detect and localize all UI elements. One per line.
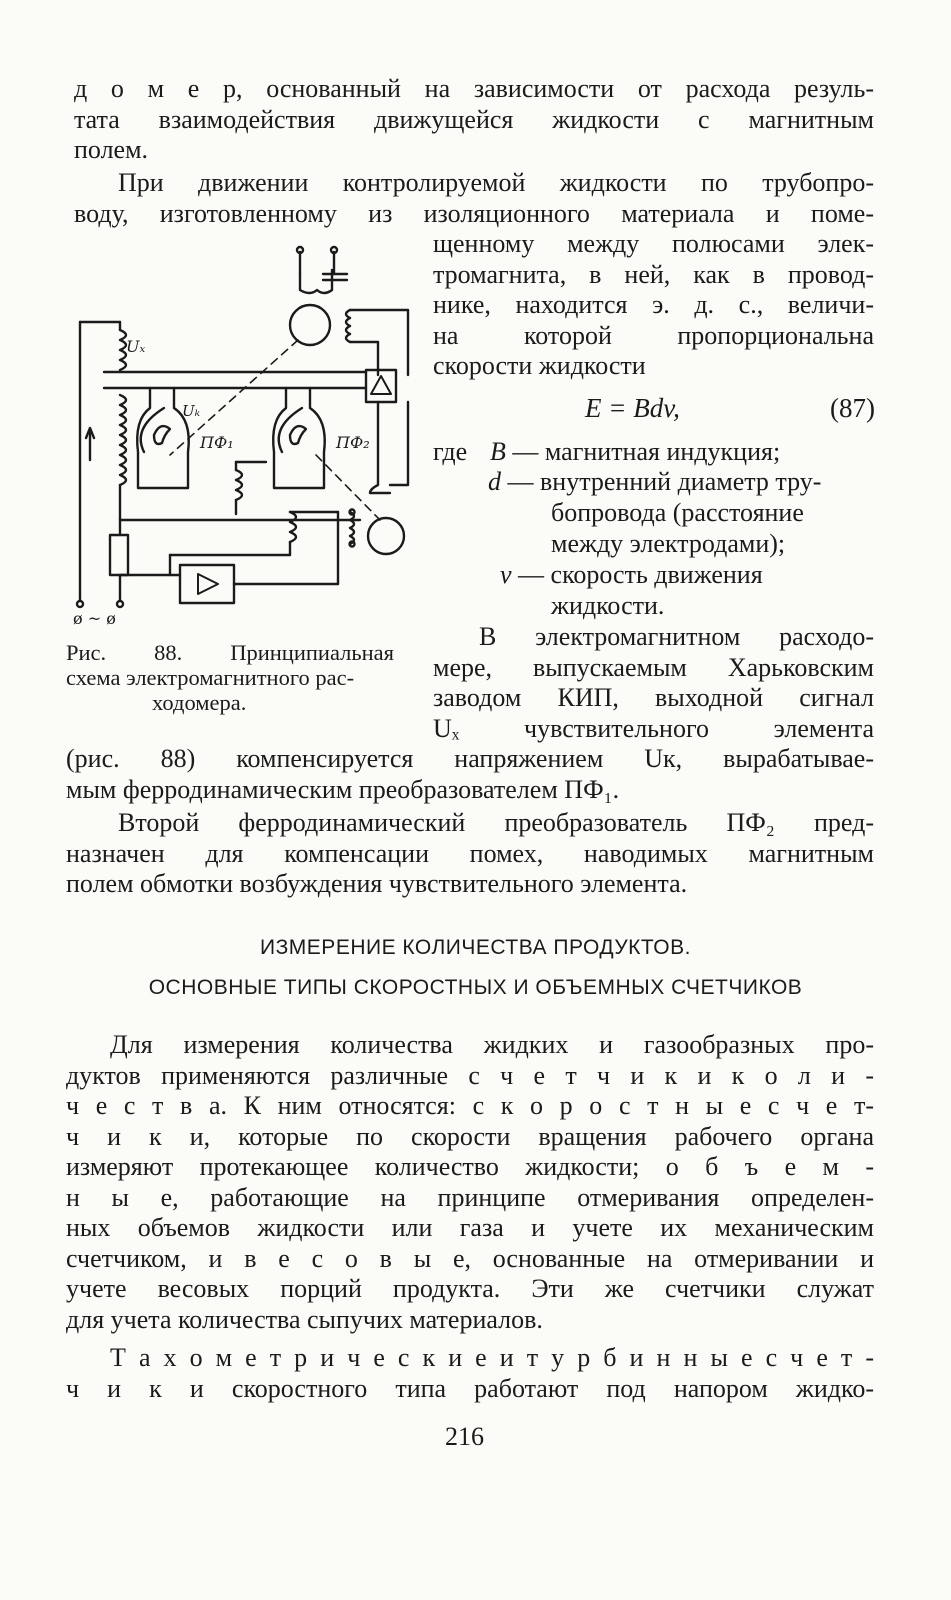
legend-text: между электродами); — [551, 528, 786, 558]
mechanical-link-2 — [316, 455, 380, 520]
equation-legend — [433, 437, 467, 468]
text-line: полем обмотки возбуждения чувствительного элемента. — [66, 869, 688, 898]
text-line: н ы е, работающие на принципе отмеривания определен- — [66, 1182, 874, 1212]
text-line: мым ферродинамическим преобразователем ПФ₁. — [66, 774, 620, 804]
text-line: В электромагнитном расходо- — [479, 622, 874, 651]
equation-number: (87) — [830, 393, 875, 423]
caption-line: схема электромагнитного рас- — [66, 665, 355, 690]
text-line: Uₓ чувствительного элемента — [433, 713, 874, 743]
text-line: ч и к и, которые по скорости вращения рабочего органа — [66, 1121, 874, 1151]
text-line: на которой пропорциональна — [433, 320, 874, 350]
text-line: воду, изготовленному из изоляционного материала и поме- — [74, 198, 874, 228]
legend-text: жидкости. — [551, 591, 665, 620]
text-line: для учета количества сыпучих материалов. — [66, 1304, 543, 1334]
flowmeter-circuit-diagram — [60, 230, 420, 630]
paragraph-tachometric — [66, 1343, 874, 1404]
caption-line: ходомера. — [152, 690, 247, 715]
section-heading-line1: ИЗМЕРЕНИЕ КОЛИЧЕСТВА ПРОДУКТОВ. — [260, 936, 691, 959]
text-line: щенному между полюсами элек- — [433, 229, 874, 258]
coil-left-lower — [120, 395, 126, 485]
section-heading-line2: ОСНОВНЫЕ ТИПЫ СКОРОСТНЫХ И ОБЪЕМНЫХ СЧЕТЧИКОВ — [148, 976, 803, 999]
legend-item-d-cont — [551, 498, 804, 559]
paragraph-flow-intro — [74, 168, 874, 229]
text-line: Для измерения количества жидких и газообразных про- — [110, 1030, 874, 1059]
paragraph-continuation — [74, 74, 874, 166]
text-line: счетчиком, и в е с о в ы е, основанные на отмеривании и — [66, 1243, 874, 1273]
text-line: измеряют протекающее количество жидкости; о б ъ е м - — [66, 1152, 874, 1181]
legend-text: — магнитная индукция; — [512, 437, 781, 466]
label-supply: ø ~ ø — [73, 609, 116, 628]
text-line: скорости жидкости — [433, 351, 646, 380]
text-line: заводом КИП, выходной сигнал — [433, 683, 874, 712]
text-line: При движении контролируемой жидкости по трубопро- — [118, 168, 874, 197]
resistor — [110, 535, 128, 575]
label-pf2: ПФ₂ — [336, 433, 370, 452]
legend-text: — скорость движения — [518, 560, 763, 589]
page-number: 216 — [445, 1422, 484, 1451]
legend-text: бопровода (расстояние — [551, 498, 804, 527]
text-line: назначен для компенсации помех, наводимых магнитным — [66, 838, 874, 868]
legend-symbol: d — [488, 467, 501, 496]
converter-pf2 — [273, 388, 369, 488]
amplifier-right — [366, 370, 396, 402]
pipeline — [104, 372, 366, 388]
figure-caption — [66, 640, 394, 715]
text-line: нике, находится э. д. с., величи- — [433, 290, 874, 319]
paragraph-second-converter — [66, 808, 874, 900]
text-line: тата взаимодействия движущейся жидкости с магнитным — [74, 104, 874, 134]
amplifier-bottom — [180, 565, 234, 603]
caption-line: Рис. 88. Принципиальная — [66, 640, 394, 665]
text-line: мере, выпускаемым Харьковским — [433, 652, 874, 682]
legend-item-v — [500, 560, 763, 591]
text-line: Второй ферродинамический преобразователь ПФ₂ пред- — [118, 808, 874, 837]
text-line: учете весовых порций продукта. Эти же счетчики служат — [66, 1274, 874, 1303]
coil-top-right — [346, 310, 350, 342]
text-line: тромагнита, в ней, как в провод- — [433, 259, 874, 289]
text-line: дуктов применяются различные с ч е т ч и к и к о л и - — [66, 1060, 874, 1090]
text-line: д о м е р, основанный на зависимости от расхода резуль- — [74, 74, 874, 103]
equation-formula: E = Bdv, — [585, 393, 680, 423]
paragraph-kharkov — [433, 622, 874, 744]
label-uk: Uₖ — [182, 402, 201, 420]
converter-pf1 — [137, 388, 233, 488]
indicator-instrument-bottom — [368, 518, 404, 554]
paragraph-counters — [66, 1030, 874, 1335]
label-pf1: ПФ₁ — [200, 433, 234, 452]
coil-bottom-right — [350, 512, 354, 544]
legend-symbol: B — [490, 437, 506, 466]
text-line: ч е с т в а. К ним относятся: с к о р о с т н ы е с ч е т- — [66, 1091, 874, 1120]
text-line: ных объемов жидкости или газа и учете их механическим — [66, 1213, 874, 1242]
paragraph-kharkov-full — [66, 744, 874, 805]
label-ux: Uₓ — [126, 337, 146, 356]
text-line: (рис. 88) компенсируется напряжением Uк, вырабатывае- — [66, 744, 874, 773]
legend-intro: где — [433, 437, 468, 466]
excitation-supply — [297, 247, 347, 293]
text-line: ч и к и скоростного типа работают под напором жидко- — [66, 1373, 874, 1403]
text-line: полем. — [74, 135, 149, 164]
legend-item-v-cont — [551, 591, 664, 622]
legend-text: — внутренний диаметр тру- — [507, 467, 822, 496]
text-line: Т а х о м е т р и ч е с к и е и т у р б и н н ы е с ч е т - — [110, 1343, 874, 1372]
legend-item-b — [490, 437, 780, 468]
indicator-instrument-top — [290, 305, 330, 345]
legend-item-d — [488, 467, 821, 498]
paragraph-flow-right — [433, 229, 874, 382]
legend-symbol: v — [500, 560, 512, 589]
